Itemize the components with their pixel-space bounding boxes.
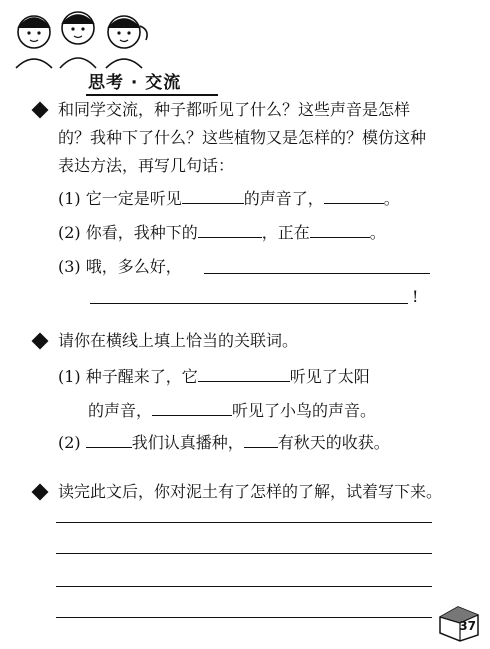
answer-line-1[interactable] — [56, 522, 432, 523]
q1-item2-end: 。 — [369, 223, 386, 242]
q1-item2-blank-2[interactable] — [310, 223, 370, 238]
q2-item1-number: (1) — [58, 367, 81, 386]
children-illustration — [6, 6, 156, 70]
q1-item3-number: (3) — [58, 257, 81, 276]
answer-line-2[interactable] — [56, 553, 432, 554]
q3-line1: 读完此文后，你对泥土有了怎样的了解，试着写下来。 — [58, 482, 443, 501]
q1-item1-number: (1) — [58, 189, 81, 208]
q1-item1-blank-2[interactable] — [324, 189, 384, 204]
q1-item2-text-b: ，正在 — [261, 223, 310, 242]
q1-item3-text-a: 哦，多么好， — [85, 257, 182, 276]
q1-item1-text-b: 的声音了， — [243, 189, 324, 208]
bullet-diamond-3 — [32, 484, 49, 501]
q2-item2-text-b: 有秋天的收获。 — [277, 433, 390, 452]
q1-item2-blank-1[interactable] — [198, 223, 262, 238]
q1-item3-blank-2[interactable] — [90, 303, 408, 304]
title-underline — [86, 94, 218, 96]
answer-line-3[interactable] — [56, 586, 432, 587]
q2-item1-text-c: 的声音， — [88, 401, 153, 420]
q2-item1-text-d: 听见了小鸟的声音。 — [232, 401, 377, 420]
section-title: 思考 · 交流 — [88, 73, 182, 93]
q1-item2-number: (2) — [58, 223, 81, 242]
q1-item1 — [58, 189, 400, 209]
q1-item1-blank-1[interactable] — [182, 189, 244, 204]
q1-line1: 和同学交流，种子都听见了什么？这些声音是怎样 — [58, 100, 411, 119]
q2-item2-blank-1[interactable] — [86, 433, 132, 448]
q2-item1-blank-1[interactable] — [198, 367, 290, 382]
q2-item1-text-a: 种子醒来了，它 — [85, 367, 198, 386]
q1-item3 — [58, 257, 182, 277]
q1-line3: 表达方法，再写几句话： — [58, 156, 235, 175]
q1-item2-text-a: 你看，我种下的 — [85, 223, 198, 242]
q1-item3-end: ! — [412, 287, 419, 306]
bullet-diamond-1 — [32, 102, 49, 119]
q1-line2: 的？我种下了什么？这些植物又是怎样的？模仿这种 — [58, 128, 427, 147]
q1-item1-text-a: 它一定是听见 — [85, 189, 182, 208]
q2-item1-cont — [88, 401, 376, 421]
q1-item3-blank-1[interactable] — [204, 273, 430, 274]
q2-item1-text-b: 听见了太阳 — [289, 367, 370, 386]
q2-item2-text-a: 我们认真播种， — [131, 433, 244, 452]
q1-item2 — [58, 223, 386, 243]
q2-item1 — [58, 367, 370, 387]
page-cube-icon — [432, 603, 484, 643]
q2-item1-blank-2[interactable] — [152, 401, 232, 416]
q2-item2 — [58, 433, 390, 453]
q2-item2-blank-2[interactable] — [244, 433, 278, 448]
q2-item2-number: (2) — [58, 433, 81, 452]
page-number: 37 — [459, 619, 476, 633]
bullet-diamond-2 — [32, 333, 49, 350]
q2-line1: 请你在横线上填上恰当的关联词。 — [58, 331, 299, 350]
q1-item1-end: 。 — [383, 189, 400, 208]
answer-line-4[interactable] — [56, 617, 432, 618]
